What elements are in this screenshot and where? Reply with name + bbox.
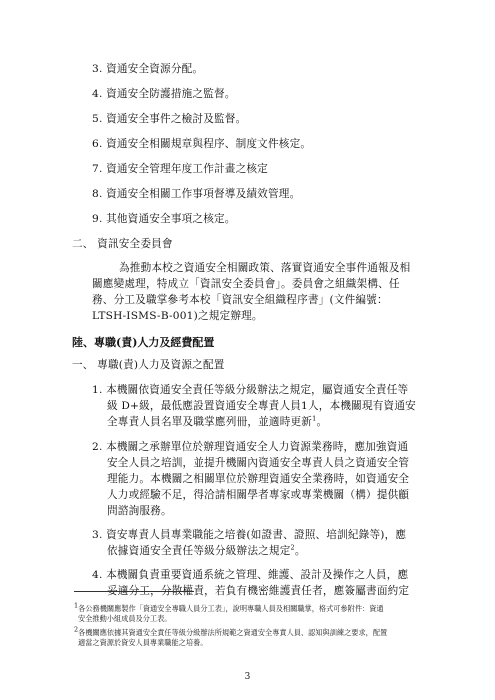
item-line: 3. 資安專責人員專業職能之培養(如證書、證照、培訓紀錄等)，應 <box>92 529 407 541</box>
item-line: 全專責人員名單及職掌應列冊，並適時更新$^1$。 <box>107 414 328 428</box>
subsection-heading: 一、 專職(責)人力及資源之配置 <box>72 359 225 371</box>
item-line: 問諮詢服務。 <box>107 505 172 517</box>
item-line: 1. 本機關依資通安全責任等級分級辦法之規定，屬資通安全責任等 <box>92 384 409 396</box>
list-item: 8. 資通安全相關工作事項督導及績效管理。 <box>92 188 301 200</box>
footnote: $^2$各機關應依據其資通安全責任等級分級辦法所規範之資通安全專責人員、認知與訓練之要求，配置 <box>74 625 388 637</box>
footnote-ref: 2 <box>290 543 295 552</box>
item-line: 4. 本機關負責重要資通系統之管理、維護、設計及操作之人員，應 <box>92 569 409 581</box>
footnote-divider <box>74 591 194 592</box>
item-line: 妥適分工，分散權責，若負有機密維護責任者，應簽屬書面約定 <box>107 585 410 597</box>
list-item: 9. 其他資通安全事項之核定。 <box>92 213 236 225</box>
page-number: 3 <box>244 672 251 682</box>
item-line: 理能力。本機關之相關單位於辦理資通安全業務時，如資通安全 <box>107 473 410 485</box>
list-item: 6. 資通安全相關規章與程序、制度文件核定。 <box>92 138 312 150</box>
item-line: 級 D+級，最低應設置資通安全專責人員1人，本機關現有資通安 <box>107 400 416 412</box>
list-item: 3. 資通安全資源分配。 <box>92 63 204 75</box>
footnote-line: 適當之資源於資安人員專業職能之培養。 <box>78 638 208 647</box>
footnote-ref: 1 <box>312 414 317 423</box>
paragraph-line: 為推動本校之資通安全相關政策、落實資通安全事件通報及相 <box>119 262 411 274</box>
item-line: 2. 本機關之承辦單位於辦理資通安全人力資源業務時，應加強資通 <box>92 441 409 453</box>
item-line: 安全人員之培訓，並提升機關內資通安全專責人員之資通安全管 <box>107 457 410 469</box>
section-heading: 二、 資訊安全委員會 <box>72 238 173 250</box>
list-item: 7. 資通安全管理年度工作計畫之核定 <box>92 163 268 175</box>
item-line: 人力或經驗不足，得洽請相關學者專家或專業機關（構）提供顧 <box>107 489 410 501</box>
item-line: 依據資通安全責任等級分級辦法之規定$^2$。 <box>107 543 306 557</box>
footnote-line: 安全推動小組成員及分工表。 <box>78 614 172 623</box>
list-item: 4. 資通安全防護措施之監督。 <box>92 88 236 100</box>
paragraph-line: LTSH-ISMS-B-001)之規定辦理。 <box>92 310 263 322</box>
chapter-title: 陸、專職(責)人力及經費配置 <box>72 336 215 349</box>
footnote: $^1$各公務機關應製作「資通安全專職人員分工表」，說明專職人員及相關職掌，格式可參附件：資通 <box>74 601 384 613</box>
paragraph-line: 務、分工及職掌參考本校「資訊安全組織程序書」(文件編號： <box>92 294 388 306</box>
list-item: 5. 資通安全事件之檢討及監督。 <box>92 113 247 125</box>
paragraph-line: 關應變處理，特成立「資訊安全委員會」。委員會之組織架構、任 <box>92 278 400 290</box>
